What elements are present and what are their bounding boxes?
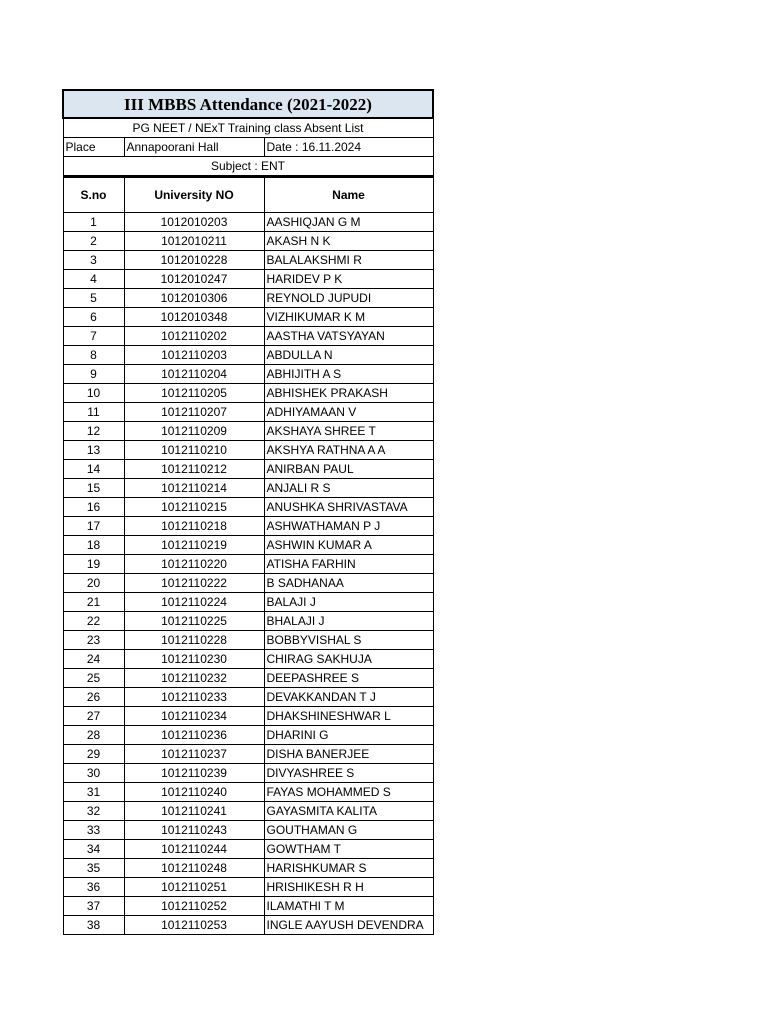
row-name: ANUSHKA SHRIVASTAVA (264, 498, 433, 517)
row-name: GAYASMITA KALITA (264, 802, 433, 821)
row-name: HARIDEV P K (264, 270, 433, 289)
row-name: GOUTHAMAN G (264, 821, 433, 840)
row-university-no: 1012110214 (124, 479, 264, 498)
row-university-no: 1012110225 (124, 612, 264, 631)
table-row (63, 536, 433, 555)
table-row (63, 403, 433, 422)
row-university-no: 1012110243 (124, 821, 264, 840)
table-row (63, 232, 433, 251)
row-name: AKSHYA RATHNA A A (264, 441, 433, 460)
row-sno: 34 (63, 840, 124, 859)
row-sno: 6 (63, 308, 124, 327)
row-name: BALALAKSHMI R (264, 251, 433, 270)
row-name: ANIRBAN PAUL (264, 460, 433, 479)
table-row (63, 802, 433, 821)
row-university-no: 1012110228 (124, 631, 264, 650)
table-row (63, 555, 433, 574)
row-name: DEEPASHREE S (264, 669, 433, 688)
row-university-no: 1012110219 (124, 536, 264, 555)
row-name: ABHIJITH A S (264, 365, 433, 384)
row-sno: 37 (63, 897, 124, 916)
table-row (63, 289, 433, 308)
row-sno: 5 (63, 289, 124, 308)
row-university-no: 1012110202 (124, 327, 264, 346)
place-label: Place (63, 138, 124, 157)
table-row (63, 213, 433, 232)
row-name: BALAJI J (264, 593, 433, 612)
table-row (63, 764, 433, 783)
row-sno: 38 (63, 916, 124, 935)
row-sno: 15 (63, 479, 124, 498)
table-row (63, 783, 433, 802)
row-name: FAYAS MOHAMMED S (264, 783, 433, 802)
attendance-table (62, 89, 434, 935)
attendance-sheet (62, 89, 432, 935)
row-university-no: 1012110230 (124, 650, 264, 669)
row-name: DISHA BANERJEE (264, 745, 433, 764)
row-university-no: 1012110253 (124, 916, 264, 935)
subject-text: Subject : ENT (63, 157, 433, 177)
column-header-university-no: University NO (124, 177, 264, 213)
row-university-no: 1012110237 (124, 745, 264, 764)
table-row (63, 631, 433, 650)
table-row (63, 612, 433, 631)
row-sno: 19 (63, 555, 124, 574)
row-name: BHALAJI J (264, 612, 433, 631)
row-university-no: 1012110224 (124, 593, 264, 612)
row-sno: 14 (63, 460, 124, 479)
row-university-no: 1012010306 (124, 289, 264, 308)
table-row (63, 327, 433, 346)
table-row (63, 308, 433, 327)
row-university-no: 1012110236 (124, 726, 264, 745)
row-sno: 9 (63, 365, 124, 384)
row-sno: 10 (63, 384, 124, 403)
row-university-no: 1012110205 (124, 384, 264, 403)
row-sno: 31 (63, 783, 124, 802)
row-university-no: 1012110241 (124, 802, 264, 821)
row-university-no: 1012110232 (124, 669, 264, 688)
row-sno: 20 (63, 574, 124, 593)
row-sno: 17 (63, 517, 124, 536)
row-university-no: 1012110234 (124, 707, 264, 726)
row-name: HARISHKUMAR S (264, 859, 433, 878)
table-row (63, 574, 433, 593)
row-name: REYNOLD JUPUDI (264, 289, 433, 308)
row-university-no: 1012010247 (124, 270, 264, 289)
table-row (63, 878, 433, 897)
row-name: AASTHA VATSYAYAN (264, 327, 433, 346)
row-university-no: 1012110220 (124, 555, 264, 574)
table-row (63, 916, 433, 935)
column-header-sno: S.no (63, 177, 124, 213)
row-name: CHIRAG SAKHUJA (264, 650, 433, 669)
row-university-no: 1012110252 (124, 897, 264, 916)
column-header-row (63, 177, 433, 213)
row-sno: 33 (63, 821, 124, 840)
row-name: VIZHIKUMAR K M (264, 308, 433, 327)
row-sno: 3 (63, 251, 124, 270)
row-university-no: 1012110204 (124, 365, 264, 384)
table-row (63, 593, 433, 612)
row-sno: 27 (63, 707, 124, 726)
row-sno: 8 (63, 346, 124, 365)
table-row (63, 422, 433, 441)
column-header-name: Name (264, 177, 433, 213)
row-sno: 35 (63, 859, 124, 878)
table-row (63, 821, 433, 840)
row-university-no: 1012110248 (124, 859, 264, 878)
row-name: INGLE AAYUSH DEVENDRA (264, 916, 433, 935)
row-sno: 4 (63, 270, 124, 289)
table-row (63, 688, 433, 707)
table-row (63, 859, 433, 878)
row-name: DHAKSHINESHWAR L (264, 707, 433, 726)
row-sno: 25 (63, 669, 124, 688)
row-name: GOWTHAM T (264, 840, 433, 859)
table-row (63, 650, 433, 669)
row-university-no: 1012110233 (124, 688, 264, 707)
row-university-no: 1012110239 (124, 764, 264, 783)
sheet-subtitle: PG NEET / NExT Training class Absent List (63, 118, 433, 138)
row-name: ABHISHEK PRAKASH (264, 384, 433, 403)
row-name: ASHWATHAMAN P J (264, 517, 433, 536)
row-name: ABDULLA N (264, 346, 433, 365)
row-sno: 29 (63, 745, 124, 764)
row-name: ILAMATHI T M (264, 897, 433, 916)
place-date-row (63, 138, 433, 157)
row-university-no: 1012110222 (124, 574, 264, 593)
row-sno: 28 (63, 726, 124, 745)
table-row (63, 707, 433, 726)
table-row (63, 270, 433, 289)
row-sno: 18 (63, 536, 124, 555)
table-row (63, 365, 433, 384)
date-text: Date : 16.11.2024 (264, 138, 433, 157)
row-sno: 30 (63, 764, 124, 783)
row-sno: 21 (63, 593, 124, 612)
row-university-no: 1012110251 (124, 878, 264, 897)
row-name: AKASH N K (264, 232, 433, 251)
row-name: DEVAKKANDAN T J (264, 688, 433, 707)
place-value: Annapoorani Hall (124, 138, 264, 157)
table-row (63, 897, 433, 916)
row-university-no: 1012010211 (124, 232, 264, 251)
table-row (63, 745, 433, 764)
row-university-no: 1012110215 (124, 498, 264, 517)
row-sno: 1 (63, 213, 124, 232)
row-name: ASHWIN KUMAR A (264, 536, 433, 555)
row-name: HRISHIKESH R H (264, 878, 433, 897)
row-sno: 23 (63, 631, 124, 650)
subtitle-row (63, 118, 433, 138)
row-university-no: 1012110212 (124, 460, 264, 479)
table-row (63, 251, 433, 270)
table-row (63, 460, 433, 479)
row-university-no: 1012110240 (124, 783, 264, 802)
row-name: AASHIQJAN G M (264, 213, 433, 232)
row-university-no: 1012110203 (124, 346, 264, 365)
attendance-table-body (63, 90, 433, 935)
row-name: AKSHAYA SHREE T (264, 422, 433, 441)
row-sno: 7 (63, 327, 124, 346)
row-name: ANJALI R S (264, 479, 433, 498)
table-row (63, 441, 433, 460)
table-row (63, 726, 433, 745)
row-name: B SADHANAA (264, 574, 433, 593)
table-row (63, 669, 433, 688)
row-sno: 32 (63, 802, 124, 821)
row-sno: 16 (63, 498, 124, 517)
row-university-no: 1012110244 (124, 840, 264, 859)
sheet-title: III MBBS Attendance (2021-2022) (63, 90, 433, 118)
row-university-no: 1012110218 (124, 517, 264, 536)
row-sno: 36 (63, 878, 124, 897)
row-university-no: 1012010348 (124, 308, 264, 327)
table-row (63, 517, 433, 536)
row-university-no: 1012010203 (124, 213, 264, 232)
row-university-no: 1012110209 (124, 422, 264, 441)
subject-row (63, 157, 433, 177)
row-name: BOBBYVISHAL S (264, 631, 433, 650)
row-sno: 13 (63, 441, 124, 460)
table-row (63, 498, 433, 517)
row-name: ADHIYAMAAN V (264, 403, 433, 422)
row-sno: 22 (63, 612, 124, 631)
row-sno: 11 (63, 403, 124, 422)
row-university-no: 1012110210 (124, 441, 264, 460)
row-name: ATISHA FARHIN (264, 555, 433, 574)
row-sno: 26 (63, 688, 124, 707)
table-row (63, 384, 433, 403)
row-name: DIVYASHREE S (264, 764, 433, 783)
row-university-no: 1012010228 (124, 251, 264, 270)
row-university-no: 1012110207 (124, 403, 264, 422)
row-sno: 24 (63, 650, 124, 669)
table-row (63, 346, 433, 365)
table-row (63, 840, 433, 859)
table-row (63, 479, 433, 498)
row-sno: 12 (63, 422, 124, 441)
title-row (63, 90, 433, 118)
row-name: DHARINI G (264, 726, 433, 745)
row-sno: 2 (63, 232, 124, 251)
